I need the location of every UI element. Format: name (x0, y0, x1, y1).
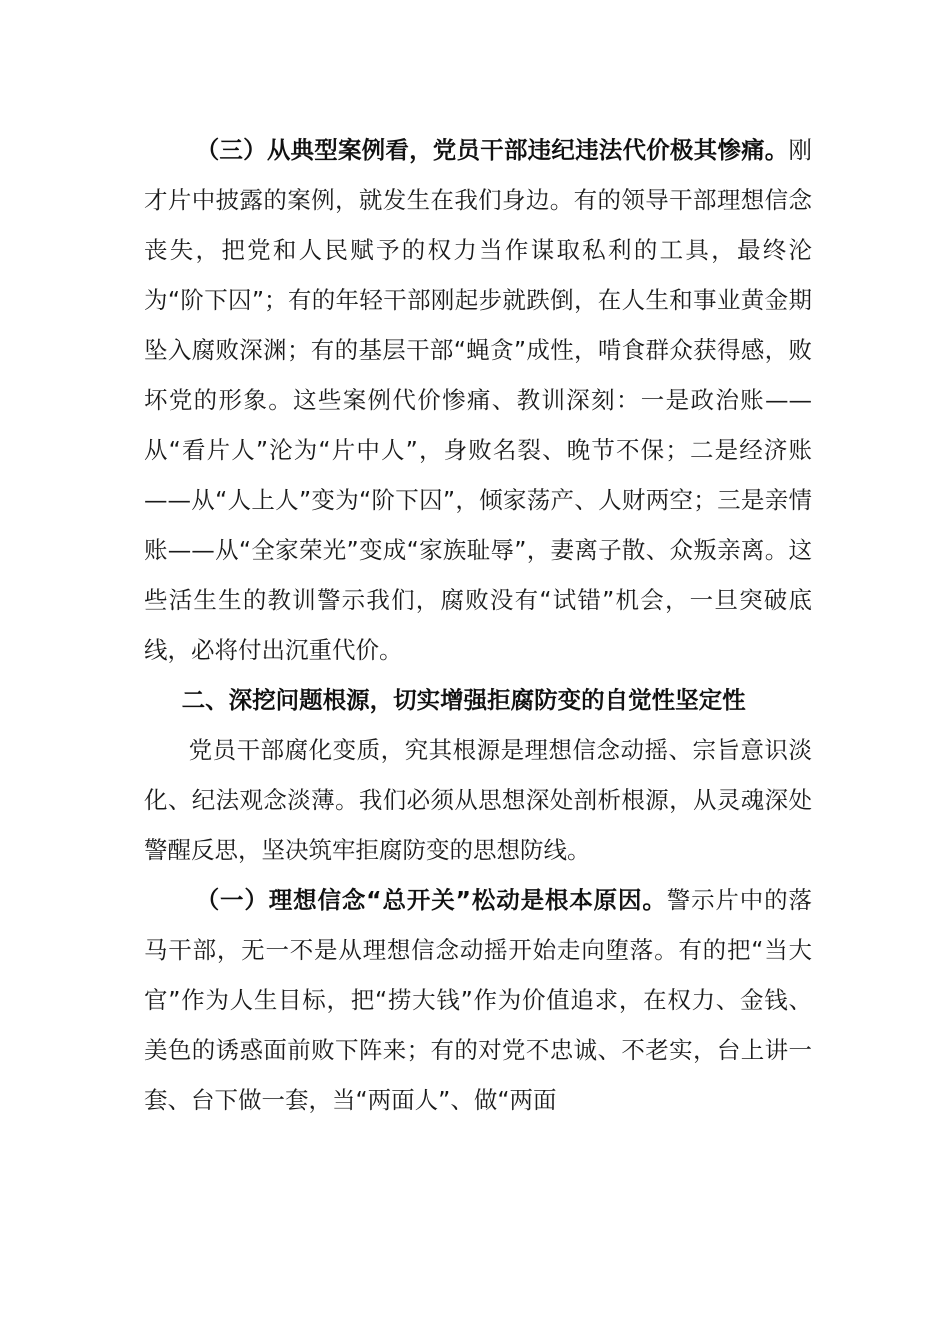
section-heading-two: 二、深挖问题根源，切实增强拒腐防变的自觉性坚定性 (181, 686, 746, 714)
document-body (144, 125, 812, 1125)
paragraph-text-case-study: 刚才片中披露的案例，就发生在我们身边。有的领导干部理想信念丧失，把党和人民赋予的权力当作谋取私利的工具，最终沦为“阶下囚”；有的年轻干部刚起步就跌倒，在人生和事业黄金期坠入腐败深渊；有的基层干部“蝇贪”成性，啃食群众获得感，败坏党的形象。这些案例代价惨痛、教训深刻：一是政治账——从“看片人”沦为“片中人”，身败名裂、晚节不保；二是经济账——从“人上人”变为“阶下囚”，倾家荡产、人财两空；三是亲情账——从“全家荣光”变成“家族耻辱”，妻离子散、众叛亲离。这些活生生的教训警示我们，腐败没有“试错”机会，一旦突破底线，必将付出沉重代价。 (144, 136, 812, 664)
paragraph-root-causes: 党员干部腐化变质，究其根源是理想信念动摇、宗旨意识淡化、纪法观念淡薄。我们必须从思想深处剖析根源，从灵魂深处警醒反思，坚决筑牢拒腐防变的思想防线。 (144, 736, 812, 864)
paragraph-lead-ideals-beliefs: （一）理想信念“总开关”松动是根本原因。 (195, 886, 667, 914)
paragraph-text-ideals-beliefs: 警示片中的落马干部，无一不是从理想信念动摇开始走向堕落。有的把“当大官”作为人生目标，把“捞大钱”作为价值追求，在权力、金钱、美色的诱惑面前败下阵来；有的对党不忠诚、不老实，台上讲一套、台下做一套，当“两面人”、做“两面 (144, 886, 813, 1114)
paragraph-lead-case-study: （三）从典型案例看，党员干部违纪违法代价极其惨痛。 (195, 136, 789, 164)
paragraph-ideals-beliefs (144, 875, 812, 1125)
paragraph-case-study (144, 125, 812, 675)
